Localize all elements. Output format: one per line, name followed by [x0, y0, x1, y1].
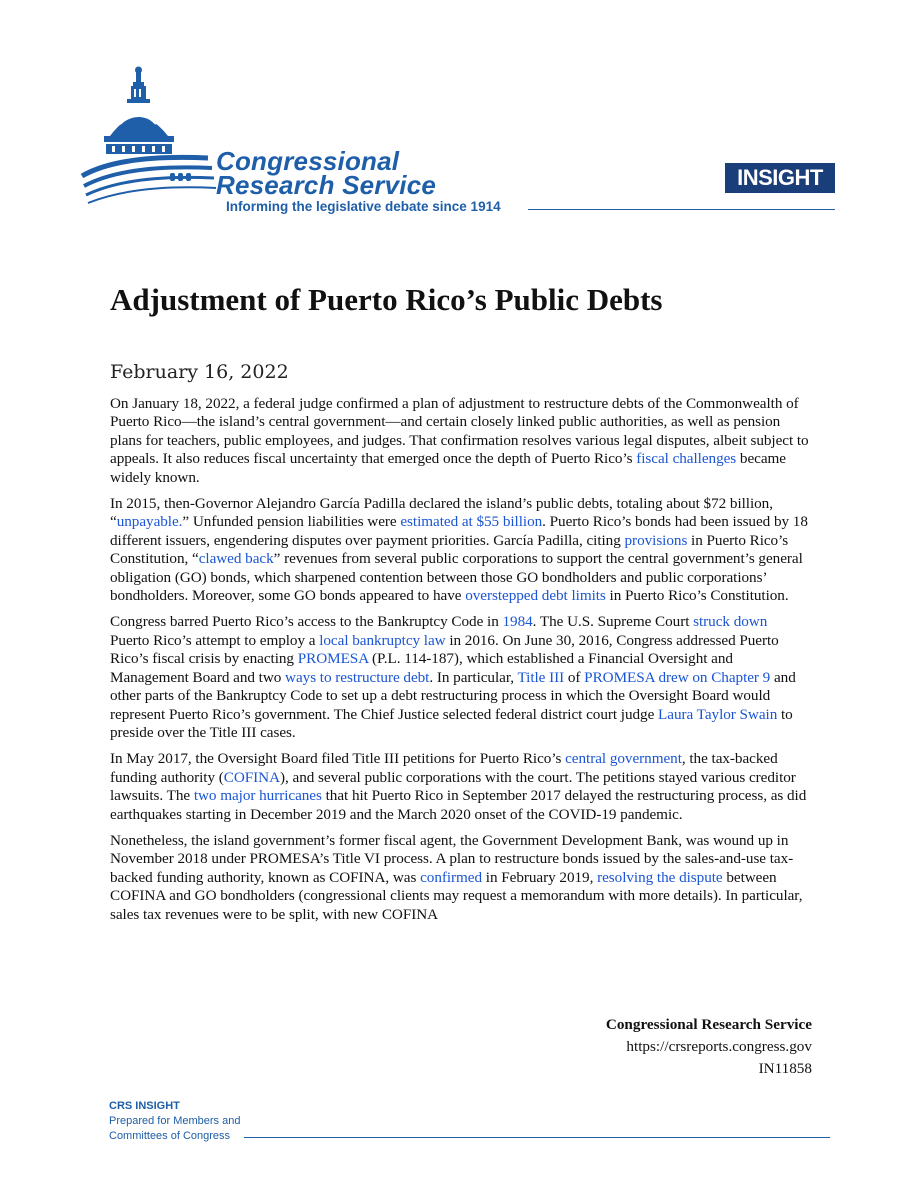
inline-link[interactable]: 1984: [502, 613, 533, 631]
inline-link[interactable]: COFINA: [223, 768, 281, 786]
body-text: in 2016. On June 30, 2016, Congress addressed Puerto Rico’s fiscal crisis by enacting: [110, 631, 779, 668]
document-date: February 16, 2022: [110, 361, 289, 383]
body-paragraph: [110, 613, 810, 742]
body-text: Congress barred Puerto Rico’s access to the Bankruptcy Code in: [110, 613, 503, 631]
inline-link[interactable]: PROMESA: [297, 650, 369, 668]
capitol-dome-logo-icon: [80, 66, 220, 216]
inline-link[interactable]: fiscal challenges: [636, 450, 737, 468]
footer-divider: [244, 1137, 830, 1138]
body-text: between COFINA and GO bondholders (congressional clients may request a memorandum with more details). In particular, sales tax revenues were to be split, with new COFINA: [110, 868, 803, 923]
inline-link[interactable]: clawed back: [198, 550, 274, 568]
footer-org: Congressional Research Service: [605, 1016, 812, 1033]
inline-link[interactable]: estimated at $55 billion: [400, 513, 543, 531]
inline-link[interactable]: central government: [565, 750, 682, 768]
insight-badge: INSIGHT: [725, 163, 835, 193]
body-text: On January 18, 2022, a federal judge confirmed a plan of adjustment to restructure debts of the Commonwealth of Puerto Rico—the island’s central government—and certain closely linked public authorities, as well as pension plans for teachers, public employees, and judges. That confirmation resolves various legal disputes, albeit subject to appeals. It also reduces fiscal uncertainty that emerged once the depth of Puerto Rico’s: [110, 395, 809, 468]
logo-text-congressional: Congressional: [216, 146, 400, 176]
body-text: . Puerto Rico’s bonds had been issued by 18 different issuers, engendering disputes over payment priorities. García Padilla, citing: [110, 513, 808, 549]
logo-text-research-service: Research Service: [216, 170, 437, 200]
inline-link[interactable]: Title III: [517, 668, 565, 686]
inline-link[interactable]: Laura Taylor Swain: [658, 705, 778, 723]
body-text: . In particular,: [429, 668, 518, 686]
body-text: ” Unfunded pension liabilities were: [182, 513, 401, 531]
inline-link[interactable]: overstepped debt limits: [465, 587, 606, 605]
body-paragraph: [110, 495, 810, 605]
inline-link[interactable]: ways to restructure debt: [285, 668, 430, 686]
body-paragraph: [110, 750, 810, 824]
body-text: Puerto Rico’s attempt to employ a: [110, 631, 320, 649]
inline-link[interactable]: provisions: [624, 531, 688, 549]
inline-link[interactable]: local bankruptcy law: [319, 631, 446, 649]
body-text: that hit Puerto Rico in September 2017 delayed the restructuring process, as did earthquakes starting in December 2019 and the March 2020 onset of the COVID-19 pandemic.: [110, 787, 807, 823]
body-text: In 2015, then-Governor Alejandro García Padilla declared the island’s public debts, totaling about $72 billion, “: [110, 495, 773, 531]
document-body: [110, 395, 810, 932]
logo-tagline: Informing the legislative debate since 1914: [226, 199, 501, 214]
footer-info: [606, 1014, 812, 1080]
prepared-for-line2: Committees of Congress: [109, 1130, 231, 1142]
footer-report-id: IN11858: [758, 1060, 812, 1077]
inline-link[interactable]: PROMESA drew on Chapter 9: [584, 668, 771, 686]
body-text: and other parts of the Bankruptcy Code to set up a debt restructuring process in which the Oversight Board would represent Puerto Rico’s government. The Chief Justice selected federal district court judge: [110, 668, 796, 723]
header-divider: [528, 209, 835, 210]
body-text: . The U.S. Supreme Court: [532, 613, 694, 631]
inline-link[interactable]: struck down: [693, 613, 768, 631]
body-paragraph: [110, 832, 810, 924]
body-text: in Puerto Rico’s Constitution.: [605, 587, 789, 605]
body-text: of: [564, 668, 585, 686]
inline-link[interactable]: confirmed: [420, 868, 483, 886]
body-paragraph: [110, 395, 810, 487]
prepared-for-line1: Prepared for Members and: [109, 1115, 241, 1127]
body-text: in February 2019,: [482, 868, 598, 886]
body-text: In May 2017, the Oversight Board filed Title III petitions for Puerto Rico’s: [110, 750, 566, 768]
inline-link[interactable]: resolving the dispute: [597, 868, 723, 886]
body-text: in Puerto Rico’s Constitution, “: [110, 531, 789, 568]
crs-insight-label: CRS INSIGHT: [109, 1100, 180, 1112]
body-text: Nonetheless, the island government’s former fiscal agent, the Government Development Bank, was wound up in November 2018 under PROMESA’s Title VI process. A plan to restructure bonds issued by the sales-and-use tax-backed funding authority, known as COFINA, was: [110, 831, 794, 886]
body-text: ” revenues from several public corporations to support the central government’s general obligation (GO) bonds, which sharpened contention between those GO bondholders and public corporations’ bondholders. Moreover, some GO bonds appeared to have: [110, 550, 803, 605]
body-text: became widely known.: [110, 450, 786, 486]
body-text: (P.L. 114-187), which established a Financial Oversight and Management Board and two: [110, 650, 733, 686]
crs-header: [80, 66, 840, 226]
body-text: to preside over the Title III cases.: [110, 705, 793, 741]
inline-link[interactable]: two major hurricanes: [193, 787, 322, 805]
footer-url[interactable]: https://crsreports.congress.gov: [626, 1038, 812, 1055]
body-text: , the tax-backed funding authority (: [110, 750, 778, 786]
crs-insight-footer: [109, 1099, 240, 1144]
body-text: ), and several public corporations with the court. The petitions stayed various creditor lawsuits. The: [110, 768, 796, 805]
document-title: Adjustment of Puerto Rico’s Public Debts: [110, 282, 663, 317]
inline-link[interactable]: unpayable.: [116, 513, 183, 531]
